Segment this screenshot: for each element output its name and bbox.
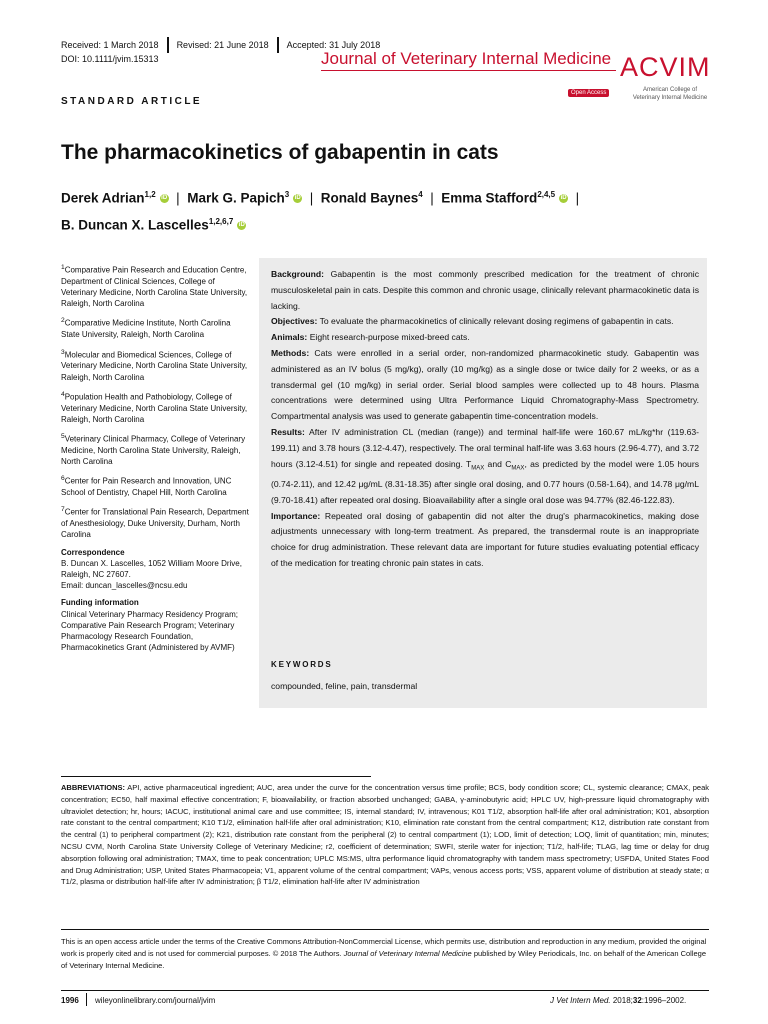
author-separator: | xyxy=(305,190,317,206)
author-separator: | xyxy=(426,190,438,206)
affiliation xyxy=(61,431,251,467)
affiliation-text: Veterinary Clinical Pharmacy, College of Veterinary Medicine, North Carolina State University, Raleigh, North Carolina xyxy=(61,434,246,467)
affiliation xyxy=(61,473,251,498)
funding-heading: Funding information xyxy=(61,598,139,608)
affiliation xyxy=(61,504,251,540)
orcid-icon[interactable]: iD xyxy=(238,222,245,229)
abstract-section-head: Background: xyxy=(271,269,324,279)
abstract-section-head: Methods: xyxy=(271,347,310,358)
orcid-icon[interactable]: iD xyxy=(560,195,567,202)
license-journal: Journal of Veterinary Internal Medicine xyxy=(343,948,472,958)
abstract-section-text: Gabapentin is the most commonly prescribed medication for the treatment of chronic musculoskeletal pain in cats. Despite this common and chronic usage, clinically relevant pharmacokinetic data is lacking. xyxy=(271,269,699,311)
orcid-icon[interactable]: iD xyxy=(161,195,168,202)
abstract-section-text: Eight research-purpose mixed-breed cats. xyxy=(309,332,470,343)
correspondence-heading: Correspondence xyxy=(61,547,125,557)
abstract-section-head: Results: xyxy=(271,426,305,437)
abstract-animals xyxy=(271,330,699,346)
license-text: published by Wiley Periodicals, Inc. on behalf of the American College of Veterinary Internal Medicine. xyxy=(61,948,707,970)
article-type: STANDARD ARTICLE xyxy=(61,96,203,107)
header-rule xyxy=(321,70,616,71)
author-name[interactable]: B. Duncan X. Lascelles xyxy=(61,217,209,233)
abstract-section-text: and C xyxy=(484,458,512,469)
affiliation-number: 1 xyxy=(61,264,65,271)
affiliation-number: 2 xyxy=(61,317,65,325)
keywords: compounded, feline, pain, transdermal xyxy=(271,681,418,691)
affiliation-text: Center for Pain Research and Innovation, UNC School of Dentistry, Chapel Hill, North Carolina xyxy=(61,476,232,498)
abstract-section-head: Animals: xyxy=(271,332,308,343)
acvim-name-line-2: Veterinary Internal Medicine xyxy=(632,95,708,101)
acvim-logo: ACVIM xyxy=(620,52,711,82)
author-name[interactable]: Emma Stafford xyxy=(441,190,538,206)
affiliation-number: 6 xyxy=(61,475,65,483)
author-name[interactable]: Ronald Baynes xyxy=(320,190,419,206)
open-access-badge: Open Access xyxy=(568,89,609,97)
footer-rule xyxy=(61,990,709,991)
license-rule xyxy=(61,929,709,930)
author-name[interactable]: Mark G. Papich xyxy=(187,190,285,206)
license-text: This is an open access article under the terms of the Creative Commons Attribution-NonCommercial License, which permits use, distribution and reproduction in any medium, provided the original work is properly cited and is not used for commercial purposes. © 2018 The Authors. xyxy=(61,937,707,958)
received-date: Received: 1 March 2018 xyxy=(61,40,159,50)
author-separator: | xyxy=(571,190,580,206)
doi[interactable]: DOI: 10.1111/jvim.15313 xyxy=(61,54,159,64)
citation-year: 2018; xyxy=(610,996,633,1005)
funding-text: Clinical Veterinary Pharmacy Residency Program; Comparative Pain Research Program; Veterinary Pharmacology Research Foundation, Pharmacokinetics Grant (Administered by AVMF) xyxy=(61,609,238,653)
affiliation-text: Comparative Pain Research and Education Centre, Department of Clinical Sciences, College of Veterinary Medicine, North Carolina State University, Raleigh, North Carolina xyxy=(61,265,248,309)
affiliation-text: Center for Translational Pain Research, Department of Anesthesiology, Duke University, Durham, North Carolina xyxy=(61,508,249,540)
affiliation xyxy=(61,347,251,383)
abstract-section-head: Importance: xyxy=(271,510,321,521)
abbreviations xyxy=(61,782,709,888)
affiliation-text: Population Health and Pathobiology, College of Veterinary Medicine, North Carolina State University, Raleigh, North Carolina xyxy=(61,392,248,424)
abstract-section-text: , as predicted by the model were 1.05 hours (0.74-2.11), and 12.42 μg/mL (8.31-18.35) after single oral dosing, and 0.77 hours (0.58-1.64), and 14.78 μg/mL (9.70-18.41) after repeated oral dosing. Bioavailability after a single oral dose was 94.77% (82.46-122.83). xyxy=(271,458,699,505)
affiliation-number: 4 xyxy=(61,390,65,398)
affiliation xyxy=(61,315,251,340)
affiliation xyxy=(61,262,251,309)
affiliation-text: Molecular and Biomedical Sciences, College of Veterinary Medicine, North Carolina State University, Raleigh, North Carolina xyxy=(61,350,248,382)
correspondence-address: B. Duncan X. Lascelles, 1052 William Moore Drive, Raleigh, NC 27607. xyxy=(61,558,242,580)
footer-separator xyxy=(86,993,87,1006)
accepted-date: Accepted: 31 July 2018 xyxy=(286,40,381,50)
abstract-section-text: After IV administration CL (median (range)) and terminal half-life were 160.67 mL/kg*hr (119.63-199.11) and 3.78 hours (3.12-4.47), respectively. The oral terminal half-life was 3.63 hours (2.96-4.77), and 3.72 hours (3.12-4.51) for single and repeated dosing. T xyxy=(271,426,699,469)
affiliation-number: 5 xyxy=(61,433,65,441)
author-affiliation-sup: 1,2 xyxy=(144,190,156,199)
abstract-objectives xyxy=(271,314,699,330)
author-affiliation-sup: 4 xyxy=(418,190,423,199)
abstract-section-head: Objectives: xyxy=(271,316,318,327)
abstract-section-text: To evaluate the pharmacokinetics of clinically relevant dosing regimens of gabapentin in cats. xyxy=(319,316,674,327)
citation-volume: 32 xyxy=(632,996,642,1005)
journal-title: Journal of Veterinary Internal Medicine xyxy=(321,49,612,68)
journal-url[interactable]: wileyonlinelibrary.com/journal/jvim xyxy=(95,996,216,1005)
affiliation-text: Comparative Medicine Institute, North Carolina State University, Raleigh, North Carolina xyxy=(61,319,231,340)
page-number: 1996 xyxy=(61,996,79,1005)
author-affiliation-sup: 3 xyxy=(284,190,290,199)
affiliation xyxy=(61,389,251,425)
revised-date: Revised: 21 June 2018 xyxy=(176,40,269,50)
correspondence-email[interactable]: Email: duncan_lascelles@ncsu.edu xyxy=(61,581,188,591)
abstract xyxy=(271,267,699,572)
affiliation-number: 3 xyxy=(61,348,65,356)
date-separator xyxy=(277,37,279,53)
footer-citation xyxy=(550,996,686,1005)
abstract-importance xyxy=(271,509,699,572)
acvim-full-name xyxy=(627,86,713,102)
subscript: MAX xyxy=(511,465,525,472)
abstract-section-text: Repeated oral dosing of gabapentin did not alter the drug's pharmacokinetics, making dose adjustments unnecessary with long-term treatment. As prepared, the transdermal route is an inappropriate choice for drug administration. These relevant data are important for future studies evaluating potential efficacy of the medication for treating chronic pain states in cats. xyxy=(271,510,700,569)
abbreviations-heading: ABBREVIATIONS: xyxy=(61,783,126,792)
abstract-methods xyxy=(271,346,699,425)
abstract-results xyxy=(271,425,699,509)
affiliation-number: 7 xyxy=(61,506,65,514)
date-separator xyxy=(167,37,169,53)
author-name[interactable]: Derek Adrian xyxy=(61,190,145,206)
affiliations-column xyxy=(61,262,251,659)
author-affiliation-sup: 2,4,5 xyxy=(537,190,556,199)
abbreviations-text: API, active pharmaceutical ingredient; AUC, area under the curve for the concentration versus time profile; BCS, body condition score; CL, systemic clearance; CMAX, peak concentration; EC50, half maximal effective concentration; F, bioavailability, or fraction absorbed unchanged; GABA, γ-aminobutyric acid; HPLC UV, high-pressure liquid chromatography with ultraviolet detection; hr, hours; IACUC, institutional animal care and use committee; IS, internal standard; IV, intravenous; K01 T1/2, absorption half-life after oral administration; K01, absorption rate constant to the central compartment; K10 T1/2, elimination half-life after oral administration; K10, elimination rate constant from the central compartment; K12, distribution rate constant from the central (1) to peripheral compartment (2); K21, distribution rate constant from the peripheral (2) to central compartment (1); LOD, limit of detection; LOQ, limit of quantitation; min, minutes; NCSU CVM, North Carolina State University College of Veterinary Medicine; r2, coefficient of determination; SWFI, sterile water for injection; T1/2, half-life; TLAG, lag time or delay for drug absorption following oral administration; TMAX, time to peak concentration; UPLC MS:MS, ultra performance liquid chromatography with tandem mass spectrometry; USFDA, United States Food and Drug Administration; USP, United States Pharmacopeia; V1, apparent volume of the central compartment; VAPs, venous access ports; VSS, apparent volume of distribution at steady state; α T1/2, plasma or distribution half-life after IV administration; β T1/2, elimination half-life after IV administration xyxy=(61,783,709,887)
author-line-1 xyxy=(61,190,579,206)
article-title: The pharmacokinetics of gabapentin in cats xyxy=(61,141,499,164)
abstract-section-text: Cats were enrolled in a serial order, non-randomized pharmacokinetic study. Gabapentin was administered as an IV bolus (5 mg/kg), orally (10 mg/kg) as a single dose or twice daily for 2 weeks, or as a transdermal gel (10 mg/kg) in serial order. Serial blood samples were collected up to 48 hours. Plasma concentrations were determined using Ultra Performance Liquid Chromatography-Mass Spectrometry. Compartmental analysis was used to generate gabapentin time-concentration models. xyxy=(271,347,699,422)
abbreviations-rule xyxy=(61,776,371,777)
acvim-name-line-1: American College of xyxy=(642,87,698,93)
orcid-icon[interactable]: iD xyxy=(294,195,301,202)
keywords-heading: KEYWORDS xyxy=(271,660,333,669)
abstract-background xyxy=(271,267,699,314)
citation-pages: :1996–2002. xyxy=(641,996,687,1005)
author-line-2 xyxy=(61,217,246,233)
author-separator: | xyxy=(172,190,184,206)
subscript: MAX xyxy=(471,465,485,472)
author-affiliation-sup: 1,2,6,7 xyxy=(208,217,234,226)
citation-journal: J Vet Intern Med. xyxy=(550,996,611,1005)
license-notice xyxy=(61,936,709,971)
